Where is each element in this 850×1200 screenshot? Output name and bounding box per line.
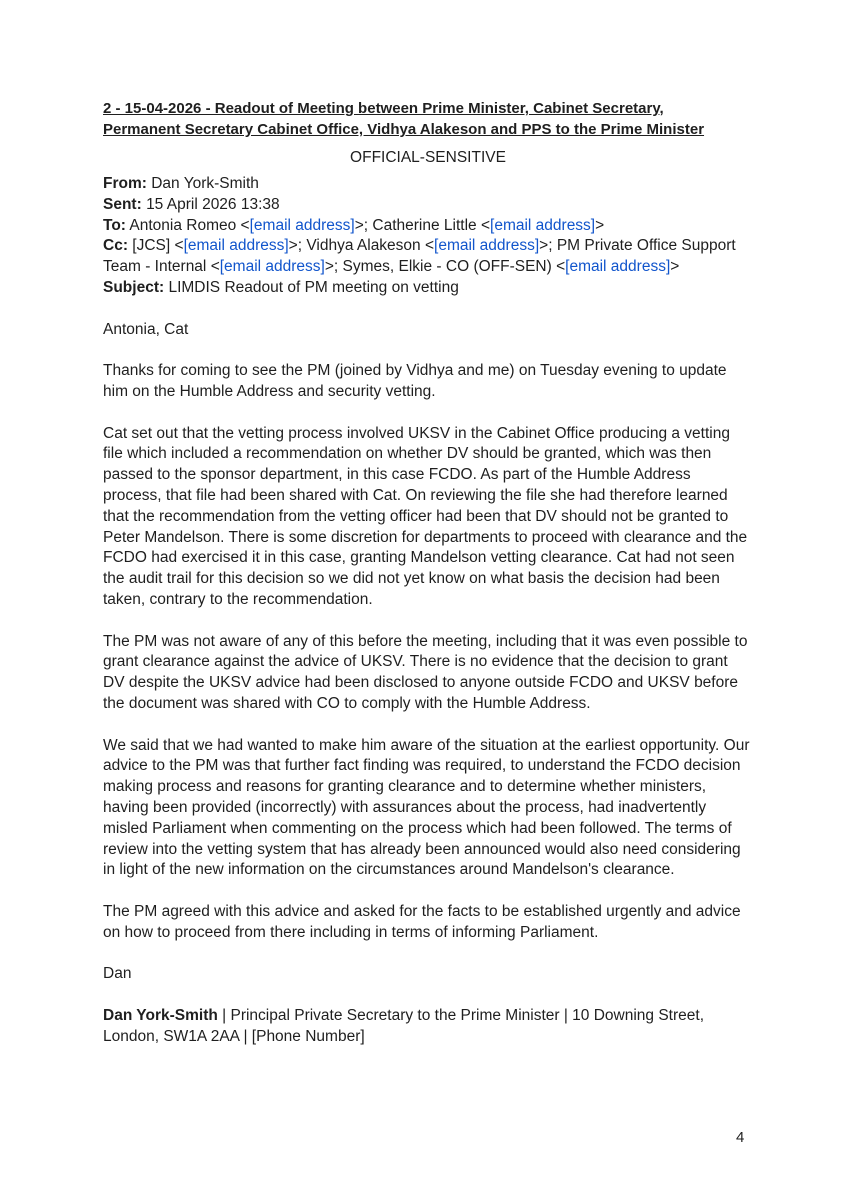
- cc-label: Cc:: [103, 237, 128, 255]
- cc-recipient-2: Vidhya Alakeson: [306, 237, 421, 255]
- to-line: To: Antonia Romeo <[email address]>; Catherine Little <[email address]>: [103, 216, 605, 234]
- sent-label: Sent:: [103, 195, 142, 213]
- subject-line: [103, 278, 753, 299]
- sent-line: [103, 195, 753, 216]
- sent-value: 15 April 2026 13:38: [146, 195, 280, 213]
- email-link[interactable]: [email address]: [490, 216, 596, 234]
- to-label: To:: [103, 216, 126, 234]
- cc-recipient-3: PM Private Office Support Team - Internal: [103, 237, 736, 276]
- cc-line: Cc: [JCS] <[email address]>; Vidhya Alakeson <[email address]>; PM Private Office Support Team - Internal <[email address]>; Symes, Elkie - CO (OFF-SEN) <[email address]>: [103, 237, 736, 276]
- email-link[interactable]: [email address]: [219, 258, 325, 276]
- page-number: 4: [736, 1129, 745, 1146]
- signature-block: [103, 1006, 753, 1048]
- subject-value: LIMDIS Readout of PM meeting on vetting: [168, 278, 459, 296]
- from-value: Dan York-Smith: [151, 175, 259, 192]
- signature-name: Dan York-Smith: [103, 1006, 218, 1024]
- email-link[interactable]: [email address]: [565, 258, 671, 276]
- email-headers: [103, 174, 753, 299]
- body-paragraph-5: The PM agreed with this advice and asked for the facts to be established urgently and advice on how to proceed from there including in terms of informing Parliament.: [103, 902, 741, 941]
- title-line-1: 2 - 15-04-2026 - Readout of Meeting between Prime Minister, Cabinet Secretary,: [103, 100, 664, 117]
- body-paragraph-4: We said that we had wanted to make him aware of the situation at the earliest opportunity. Our advice to the PM was that further fact finding was required, to understand the FCDO decision making process and reasons for granting clearance and to determine whether ministers, having been provided (incorrectly) with assurances about the process, had inadvertently misled Parliament when commenting on the process which had been followed. The terms of review into the vetting system that has already been announced would also need considering in light of the new information on the circumstances around Mandelson's clearance.: [103, 736, 750, 879]
- cc-recipient-4: Symes, Elkie - CO (OFF-SEN): [342, 258, 552, 276]
- classification-marking: OFFICIAL-SENSITIVE: [350, 149, 506, 166]
- document-page: [103, 98, 753, 1068]
- body-paragraph-2: Cat set out that the vetting process involved UKSV in the Cabinet Office producing a vetting file which included a recommendation on whether DV should be granted, which was then passed to the sponsor department, in this case FCDO. As part of the Humble Address process, that file had been shared with Cat. On reviewing the file she had therefore learned that the recommendation from the vetting officer had been that DV should not be granted to Peter Mandelson. There is some discretion for departments to proceed with clearance and the FCDO had exercised it in this case, granting Mandelson vetting clearance. Cat had not seen the audit trail for this decision so we did not yet know on what basis the decision had been taken, contrary to the recommendation.: [103, 424, 748, 608]
- sign-off: Dan: [103, 965, 132, 983]
- body-paragraph-3: The PM was not aware of any of this before the meeting, including that it was even possible to grant clearance against the advice of UKSV. There is no evidence that the decision to grant DV despite the UKSV advice had been disclosed to anyone outside FCDO and UKSV before the document was shared with CO to comply with the Humble Address.: [103, 632, 748, 712]
- subject-label: Subject:: [103, 278, 165, 296]
- email-link[interactable]: [email address]: [434, 237, 540, 255]
- email-link[interactable]: [email address]: [183, 237, 289, 255]
- greeting: Antonia, Cat: [103, 320, 189, 338]
- signature-details: | Principal Private Secretary to the Prime Minister | 10 Downing Street, London, SW1A 2AA | [Phone Number]: [103, 1006, 705, 1045]
- document-title: [103, 98, 753, 140]
- from-label: From:: [103, 175, 147, 192]
- body-paragraph-1: Thanks for coming to see the PM (joined by Vidhya and me) on Tuesday evening to update him on the Humble Address and security vetting.: [103, 362, 727, 400]
- cc-recipient-1: [JCS]: [132, 237, 171, 255]
- to-recipient-2: Catherine Little: [372, 216, 477, 234]
- title-line-2: Permanent Secretary Cabinet Office, Vidhya Alakeson and PPS to the Prime Minister: [103, 121, 705, 138]
- from-line: [103, 174, 753, 195]
- to-recipient-1: Antonia Romeo: [129, 216, 237, 234]
- email-link[interactable]: [email address]: [249, 216, 355, 234]
